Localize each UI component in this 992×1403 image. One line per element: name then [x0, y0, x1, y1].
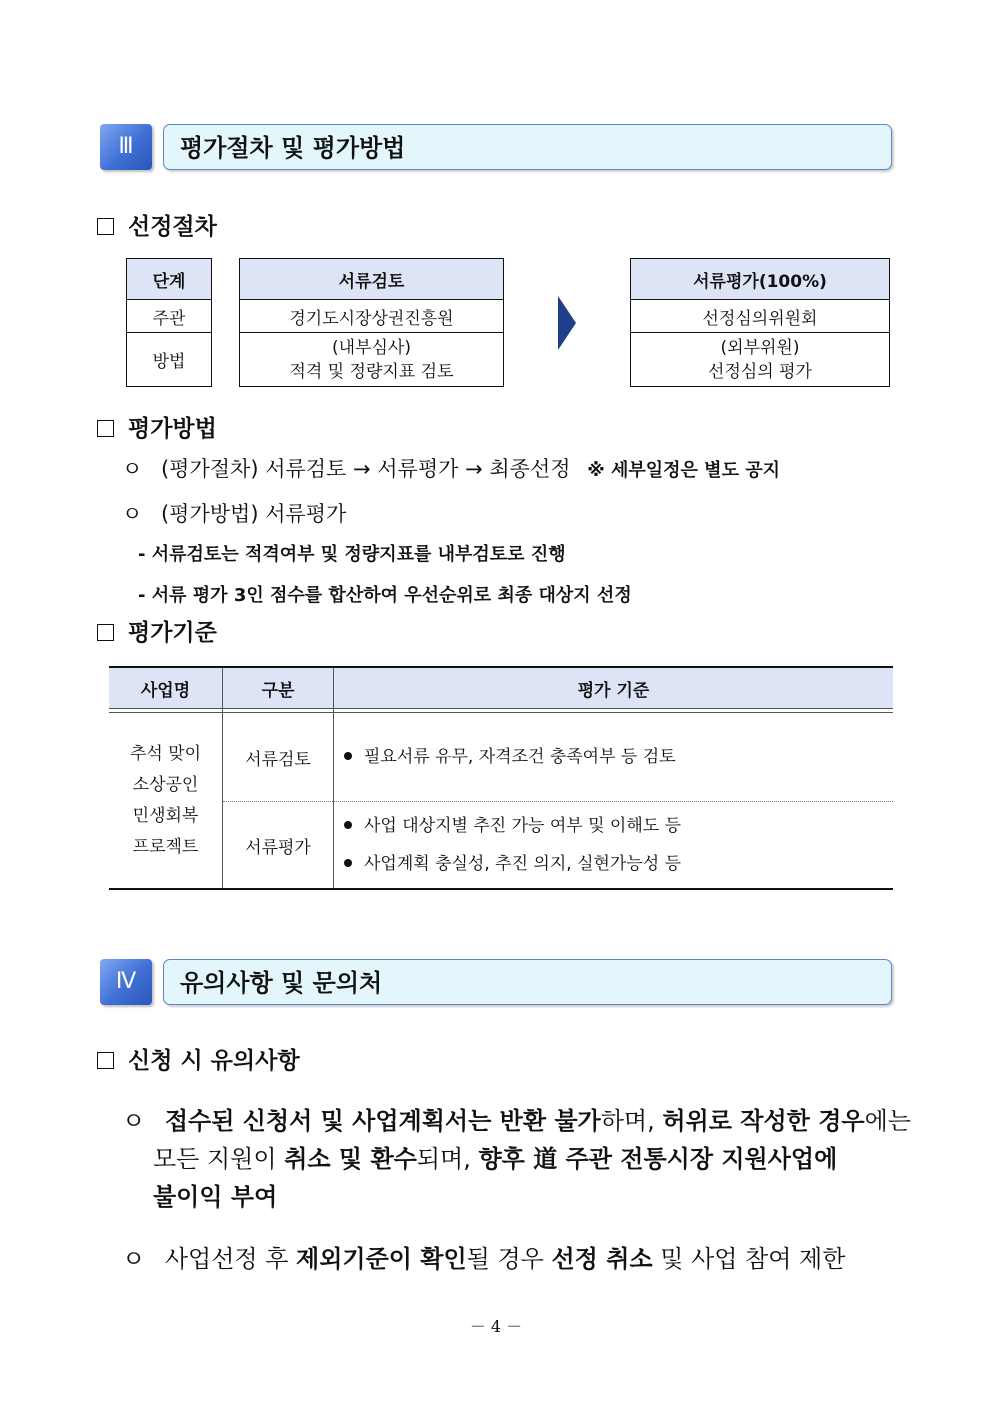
bullet-prefix: ㅇ: [122, 457, 143, 481]
type-cell-eval: 서류평가: [223, 802, 334, 890]
note-text: 접수된 신청서 및 사업계획서는 반환 불가: [164, 1107, 601, 1135]
criteria-item: [334, 807, 893, 845]
criteria-item-text: 필요서류 유무, 자격조건 충족여부 등 검토: [364, 747, 676, 767]
note-text: 선정 취소: [551, 1245, 653, 1273]
criteria-item: [334, 845, 893, 883]
criteria-table: [109, 666, 893, 890]
type-cell-review: 서류검토: [223, 713, 334, 802]
note-text: 불이익 부여: [153, 1183, 278, 1211]
section-number-badge: Ⅳ: [100, 959, 152, 1005]
heading-text: 평가기준: [128, 620, 217, 646]
process-label-table: [126, 258, 212, 387]
stage2-host: 선정심의위원회: [631, 300, 890, 333]
stage1-method-line1: (내부심사): [332, 337, 411, 358]
method-bullet-2: [122, 498, 346, 528]
criteria-item-text: 사업 대상지별 추진 가능 여부 및 이해도 등: [364, 816, 682, 836]
criteria-cell-review: [334, 713, 894, 802]
bullet-prefix: ㅇ: [122, 1245, 146, 1273]
heading-text: 선정절차: [128, 214, 217, 240]
project-line: 소상공인: [132, 774, 199, 795]
label-host: 주관: [127, 300, 212, 333]
criteria-item: [334, 738, 893, 776]
checkbox-square-icon: [97, 624, 114, 641]
note-text: 및 사업 참여 제한: [652, 1245, 846, 1273]
method-bullet-1: [122, 453, 780, 483]
heading-notes: [97, 1042, 300, 1075]
section-title: 유의사항 및 문의처: [163, 959, 892, 1005]
stage2-method: [631, 333, 890, 387]
stage1-method: [240, 333, 504, 387]
note-text: 취소 및 환수: [284, 1145, 417, 1173]
stage1-title: 서류검토: [240, 259, 504, 300]
section-title: 평가절차 및 평가방법: [163, 124, 892, 170]
project-name-cell: [109, 713, 223, 890]
heading-criteria: [97, 614, 217, 647]
checkbox-square-icon: [97, 1052, 114, 1069]
heading-method: [97, 410, 217, 443]
bullet-text: (평가절차) 서류검토 → 서류평가 → 최종선정: [160, 457, 571, 481]
criteria-cell-eval: [334, 802, 894, 890]
notes-bullet-1: [122, 1102, 911, 1216]
note-text: 에는: [864, 1107, 911, 1135]
arrow-right-icon: [558, 296, 578, 350]
method-dash-2: - 서류 평가 3인 점수를 합산하여 우선순위로 최종 대상지 선정: [138, 585, 632, 606]
page-number: － 4 －: [469, 1317, 523, 1336]
note-text: 될 경우: [466, 1245, 552, 1273]
heading-text: 평가방법: [128, 416, 217, 442]
label-stage: 단계: [127, 259, 212, 300]
stage1-method-line2: 적격 및 정량지표 검토: [289, 361, 454, 382]
heading-text: 신청 시 유의사항: [128, 1048, 300, 1074]
bullet-dot-icon: [344, 859, 352, 867]
col-header-criteria: 평가 기준: [334, 667, 894, 709]
note-text: 허위로 작성한 경우: [662, 1107, 865, 1135]
process-stage1-table: [239, 258, 504, 387]
stage2-title: 서류평가(100%): [631, 259, 890, 300]
note-text: 되며,: [416, 1145, 479, 1173]
process-stage2-table: [630, 258, 890, 387]
note-text: 모든 지원이: [153, 1145, 285, 1173]
bullet-note: ※ 세부일정은 별도 공지: [587, 460, 780, 481]
bullet-dot-icon: [344, 752, 352, 760]
bullet-dot-icon: [344, 821, 352, 829]
project-line: 추석 맞이: [129, 743, 202, 764]
section-number-badge: Ⅲ: [100, 124, 152, 170]
checkbox-square-icon: [97, 218, 114, 235]
method-dash-1: - 서류검토는 적격여부 및 정량지표를 내부검토로 진행: [138, 544, 566, 565]
project-line: 프로젝트: [132, 836, 199, 857]
stage2-method-line2: 선정심의 평가: [708, 361, 812, 382]
label-method: 방법: [127, 333, 212, 387]
note-text: 제외기준이 확인: [296, 1245, 467, 1273]
stage2-method-line1: (외부위원): [720, 337, 800, 358]
bullet-prefix: ㅇ: [122, 1107, 146, 1135]
note-text: 하며,: [600, 1107, 663, 1135]
bullet-text: (평가방법) 서류평가: [160, 502, 347, 526]
notes-bullet-2: [122, 1240, 845, 1278]
col-header-type: 구분: [223, 667, 334, 709]
criteria-item-text: 사업계획 충실성, 추진 의지, 실현가능성 등: [364, 854, 682, 874]
project-line: 민생회복: [132, 805, 199, 826]
checkbox-square-icon: [97, 420, 114, 437]
stage1-host: 경기도시장상권진흥원: [240, 300, 504, 333]
col-header-project: 사업명: [109, 667, 223, 709]
bullet-prefix: ㅇ: [122, 502, 143, 526]
note-text: 사업선정 후: [164, 1245, 297, 1273]
note-text: 향후 道 주관 전통시장 지원사업에: [478, 1145, 838, 1173]
heading-selection: [97, 208, 217, 241]
